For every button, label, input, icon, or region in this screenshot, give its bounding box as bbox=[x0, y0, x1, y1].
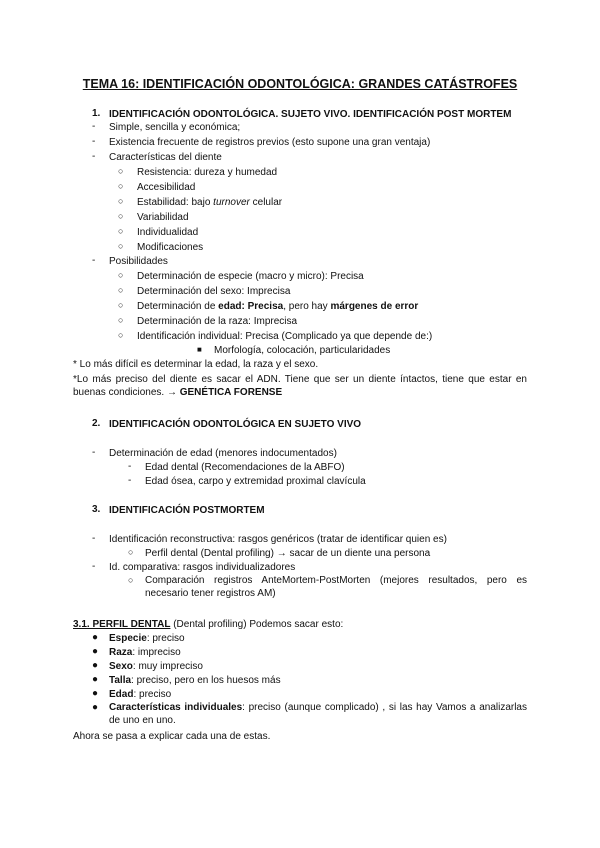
list-item: Identificación reconstructiva: rasgos genéricos (tratar de identificar quien es) bbox=[109, 534, 447, 545]
circle-bullet: ○ bbox=[118, 285, 124, 295]
note: *Lo más preciso del diente es sacar el ADN. Tiene que ser un diente íntactos, tiene que estar en buenas condiciones. → GENÉTICA FORENSE bbox=[73, 374, 527, 398]
list-item: Id. comparativa: rasgos individualizadores bbox=[109, 562, 296, 573]
circle-bullet: ○ bbox=[118, 330, 124, 340]
dash-bullet: - bbox=[92, 136, 96, 147]
dot-bullet: ● bbox=[92, 660, 99, 671]
circle-bullet: ○ bbox=[118, 196, 124, 206]
circle-bullet: ○ bbox=[118, 241, 124, 251]
section-3-heading: IDENTIFICACIÓN POSTMORTEM bbox=[109, 505, 265, 516]
list-item: Determinación del sexo: Imprecisa bbox=[137, 286, 291, 297]
list-item: Estabilidad: bajo turnover celular bbox=[137, 197, 283, 208]
list-item: Resistencia: dureza y humedad bbox=[137, 167, 278, 178]
circle-bullet: ○ bbox=[118, 211, 124, 221]
dot-bullet: ● bbox=[92, 632, 99, 643]
list-item: Identificación individual: Precisa (Complicado ya que depende de:) bbox=[137, 331, 433, 342]
note: * Lo más difícil es determinar la edad, la raza y el sexo. bbox=[73, 359, 319, 370]
list-item: Edad dental (Recomendaciones de la ABFO) bbox=[145, 462, 345, 473]
list-item: Características individuales: preciso (aunque complicado) , si las hay Vamos a analizarlas de uno en uno. bbox=[109, 702, 527, 726]
dot-bullet: ● bbox=[92, 702, 99, 713]
circle-bullet: ○ bbox=[118, 181, 124, 191]
list-item: Edad: preciso bbox=[109, 689, 172, 700]
circle-bullet: ○ bbox=[118, 270, 124, 280]
list-item: Morfología, colocación, particularidades bbox=[214, 345, 391, 356]
section-3-number: 3. bbox=[92, 504, 101, 515]
dash-bullet: - bbox=[92, 151, 96, 162]
section-2-number: 2. bbox=[92, 418, 101, 429]
dot-bullet: ● bbox=[92, 646, 99, 657]
dash-bullet: - bbox=[92, 121, 96, 132]
list-item: Perfil dental (Dental profiling) → sacar de un diente una persona bbox=[145, 548, 431, 559]
list-item: Raza: impreciso bbox=[109, 647, 181, 658]
list-item: Accesibilidad bbox=[137, 182, 196, 193]
section-1-heading: IDENTIFICACIÓN ODONTOLÓGICA. SUJETO VIVO. IDENTIFICACIÓN POST MORTEM bbox=[109, 109, 512, 120]
list-item: Especie: preciso bbox=[109, 633, 185, 644]
dash-bullet: - bbox=[92, 533, 96, 544]
list-item: Talla: preciso, pero en los huesos más bbox=[109, 675, 281, 686]
section-2-heading: IDENTIFICACIÓN ODONTOLÓGICA EN SUJETO VIVO bbox=[109, 419, 362, 430]
section-1-number: 1. bbox=[92, 108, 101, 119]
dot-bullet: ● bbox=[92, 688, 99, 699]
dash-bullet: - bbox=[92, 561, 96, 572]
list-item: Determinación de especie (macro y micro): Precisa bbox=[137, 271, 364, 282]
dot-bullet: ● bbox=[92, 674, 99, 685]
page-title: TEMA 16: IDENTIFICACIÓN ODONTOLÓGICA: GRANDES CATÁSTROFES bbox=[82, 77, 518, 91]
dash-bullet: - bbox=[92, 447, 96, 458]
list-item: Comparación registros AnteMortem-PostMorten (mejores resultados, pero es necesario tener registros AM) bbox=[145, 575, 527, 599]
circle-bullet: ○ bbox=[118, 300, 124, 310]
dash-bullet: - bbox=[92, 255, 96, 266]
circle-bullet: ○ bbox=[118, 226, 124, 236]
list-item: Posibilidades bbox=[109, 256, 168, 267]
list-item: Existencia frecuente de registros previos (esto supone una gran ventaja) bbox=[109, 137, 431, 148]
section-3-1-heading: 3.1. PERFIL DENTAL (Dental profiling) Podemos sacar esto: bbox=[73, 619, 344, 630]
list-item: Variabilidad bbox=[137, 212, 189, 223]
list-item: Características del diente bbox=[109, 152, 222, 163]
list-item: Determinación de edad (menores indocumentados) bbox=[109, 448, 337, 459]
list-item: Simple, sencilla y económica; bbox=[109, 122, 241, 133]
dash-bullet: - bbox=[128, 461, 132, 472]
dash-bullet: - bbox=[128, 475, 132, 486]
list-item: Individualidad bbox=[137, 227, 199, 238]
list-item: Edad ósea, carpo y extremidad proximal clavícula bbox=[145, 476, 366, 487]
list-item: Determinación de la raza: Imprecisa bbox=[137, 316, 298, 327]
closing-text: Ahora se pasa a explicar cada una de estas. bbox=[73, 731, 271, 742]
circle-bullet: ○ bbox=[118, 315, 124, 325]
list-item: Modificaciones bbox=[137, 242, 204, 253]
circle-bullet: ○ bbox=[128, 547, 134, 557]
circle-bullet: ○ bbox=[118, 166, 124, 176]
list-item: Determinación de edad: Precisa, pero hay márgenes de error bbox=[137, 301, 419, 312]
list-item: Sexo: muy impreciso bbox=[109, 661, 203, 672]
square-bullet: ■ bbox=[197, 345, 202, 354]
circle-bullet: ○ bbox=[128, 575, 134, 585]
